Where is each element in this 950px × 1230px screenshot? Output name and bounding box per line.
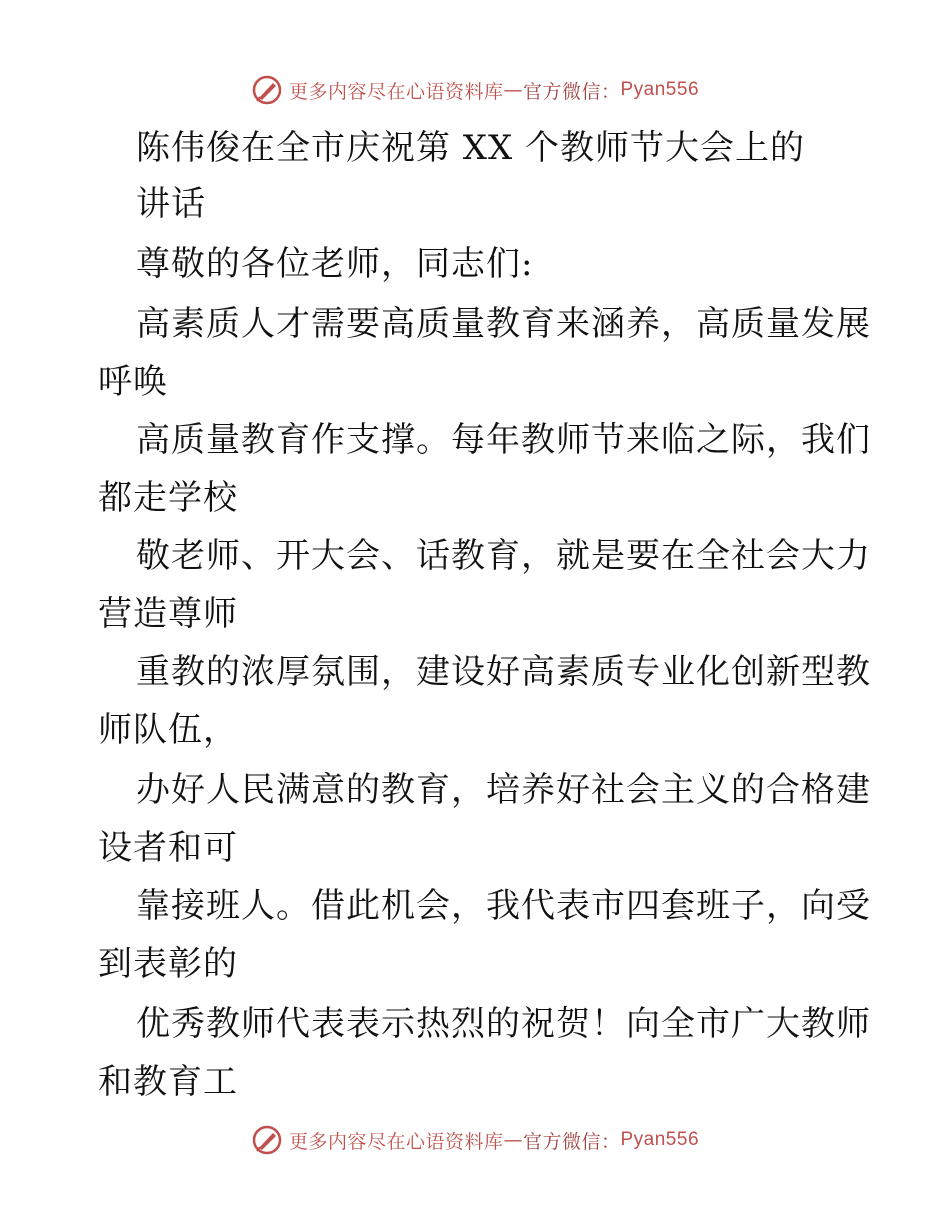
paragraph-line: 呼唤 [98,362,168,402]
title-line-2: 讲话 [136,184,206,224]
footer-brand-text: 更多内容尽在心语资料库 [288,1130,504,1153]
paragraph-line: 高素质人才需要高质量教育来涵养，高质量发展 [136,304,871,344]
footer-wechat-id: Pyan556 [620,1129,700,1150]
header-brand-text: 更多内容尽在心语资料库 [288,80,504,103]
paragraph-line: 靠接班人。借此机会，我代表市四套班子，向受 [136,886,871,926]
header-separator: — [503,79,523,101]
paragraph-line: 敬老师、开大会、话教育，就是要在全社会大力 [136,536,871,576]
paragraph-line: 优秀教师代表表示热烈的祝贺！向全市广大教师 [136,1004,871,1044]
header-banner [0,70,950,110]
paragraph-line: 都走学校 [98,478,238,518]
paragraph-line: 师队伍， [98,710,238,750]
footer-banner [0,1120,950,1160]
footer-separator: — [503,1129,523,1151]
paragraph-line: 和教育工 [98,1062,238,1102]
quill-logo-icon [251,1124,283,1156]
paragraph-line: 营造尊师 [98,594,238,634]
salutation: 尊敬的各位老师，同志们: [136,244,534,284]
header-wechat-id: Pyan556 [620,79,700,100]
paragraph-line: 办好人民满意的教育，培养好社会主义的合格建 [136,770,871,810]
paragraph-line: 高质量教育作支撑。每年教师节来临之际，我们 [136,420,871,460]
header-wechat-label: 官方微信： [522,80,621,103]
footer-wechat-label: 官方微信： [522,1130,621,1153]
paragraph-line: 设者和可 [98,828,238,868]
quill-logo-icon [251,74,283,106]
title-line-1: 陈伟俊在全市庆祝第 XX 个教师节大会上的 [136,128,806,168]
paragraph-line: 重教的浓厚氛围，建设好高素质专业化创新型教 [136,652,871,692]
paragraph-line: 到表彰的 [98,944,238,984]
